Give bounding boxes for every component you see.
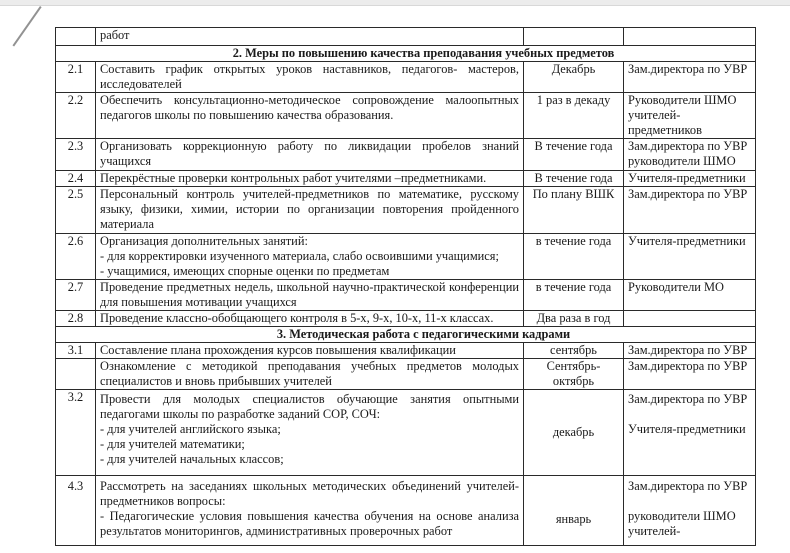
- row-number: [56, 28, 96, 46]
- table-row: [56, 359, 756, 390]
- table-row: [56, 234, 756, 280]
- responsible: учителей-: [628, 108, 681, 122]
- section-header: [56, 327, 756, 343]
- row-text: Проведение предметных недель, школьной научно-практической конференции для повышения мотивации учащихся: [96, 280, 524, 311]
- row-when: По плану ВШК: [524, 187, 624, 234]
- row-text: Ознакомление с методикой преподавания учебных предметов молодых специалистов и вновь прибывших учителей: [96, 359, 524, 390]
- responsible: Зам.директора по УВР: [628, 62, 748, 76]
- section-title: 2. Меры по повышению качества преподавания учебных предметов: [56, 46, 756, 62]
- row-when: Два раза в год: [524, 311, 624, 327]
- responsible: Зам.директора по УВР: [628, 392, 748, 406]
- row-number: 2.7: [56, 280, 96, 311]
- text-line: Рассмотреть на заседаниях школьных методических объединений учителей-предметников вопросы:: [100, 479, 519, 508]
- responsible: Зам.директора по УВР: [628, 343, 748, 357]
- text-line: - учащимися, имеющих спорные оценки по предметам: [100, 264, 390, 278]
- table-row: [56, 311, 756, 327]
- row-who: [624, 234, 756, 280]
- text-line: - для учителей английского языка;: [100, 422, 281, 436]
- row-who: [624, 62, 756, 93]
- row-when: в течение года: [524, 234, 624, 280]
- row-who: [624, 28, 756, 46]
- table-row: [56, 62, 756, 93]
- row-text: Составление плана прохождения курсов повышения квалификации: [96, 343, 524, 359]
- row-text: Обеспечить консультационно-методическое сопровождение малоопытных педагогов школы по повышению качества образования.: [96, 93, 524, 139]
- section-title: 3. Методическая работа с педагогическими кадрами: [56, 327, 756, 343]
- text-line: Провести для молодых специалистов обучающие занятия опытными педагогами школы по разработке заданий СОР, СОЧ:: [100, 392, 519, 421]
- row-who: [624, 171, 756, 187]
- row-text: [96, 390, 524, 476]
- row-when: [524, 28, 624, 46]
- responsible: Учителя-предметники: [628, 234, 746, 248]
- responsible: Зам.директора по УВР: [628, 139, 748, 153]
- row-when: Декабрь: [524, 62, 624, 93]
- spacer: [628, 407, 751, 422]
- table-row: [56, 476, 756, 546]
- row-number: 2.3: [56, 139, 96, 171]
- row-text: работ: [96, 28, 524, 46]
- plan-table: [55, 27, 756, 546]
- responsible: предметников: [628, 123, 702, 137]
- responsible: Руководители МО: [628, 280, 725, 294]
- when-line: Сентябрь-: [546, 359, 601, 373]
- row-number: 3.1: [56, 343, 96, 359]
- responsible: руководители ШМО: [628, 509, 736, 523]
- row-who: [624, 93, 756, 139]
- row-number: 2.5: [56, 187, 96, 234]
- responsible: учителей-: [628, 524, 681, 538]
- row-text: Проведение классно-обобщающего контроля в 5-х, 9-х, 10-х, 11-х классах.: [96, 311, 524, 327]
- responsible: Учителя-предметники: [628, 171, 746, 185]
- table-row: [56, 187, 756, 234]
- table-row: [56, 28, 756, 46]
- table-row: [56, 171, 756, 187]
- row-when: январь: [524, 476, 624, 546]
- row-text: Составить график открытых уроков наставников, педагогов- мастеров, исследователей: [96, 62, 524, 93]
- row-number: 2.2: [56, 93, 96, 139]
- row-who: [624, 343, 756, 359]
- table-row: [56, 280, 756, 311]
- pen-mark: [12, 6, 41, 46]
- row-number: [56, 359, 96, 390]
- row-who: [624, 280, 756, 311]
- table-row: [56, 343, 756, 359]
- row-when: В течение года: [524, 171, 624, 187]
- row-who: [624, 390, 756, 476]
- row-when: 1 раз в декаду: [524, 93, 624, 139]
- row-number: 2.4: [56, 171, 96, 187]
- when-line: октябрь: [552, 374, 595, 388]
- section-header: [56, 46, 756, 62]
- row-number: 4.3: [56, 476, 96, 546]
- row-when: В течение года: [524, 139, 624, 171]
- row-who: [624, 139, 756, 171]
- row-who: [624, 187, 756, 234]
- row-number: 2.8: [56, 311, 96, 327]
- spacer: [628, 494, 751, 509]
- row-text: Перекрёстные проверки контрольных работ учителями –предметниками.: [96, 171, 524, 187]
- text-line: Организация дополнительных занятий:: [100, 234, 308, 248]
- row-text: Персональный контроль учителей-предметников по математике, русскому языку, физики, химии, истории по организации повторения пройденного материала: [96, 187, 524, 234]
- responsible: руководители ШМО: [628, 154, 736, 168]
- row-number: 2.1: [56, 62, 96, 93]
- row-text: [96, 234, 524, 280]
- row-text: Организовать коррекционную работу по ликвидации пробелов знаний учащихся: [96, 139, 524, 171]
- row-text: [96, 476, 524, 546]
- viewer-top-border: [0, 0, 790, 6]
- table-row: [56, 139, 756, 171]
- row-who: [624, 476, 756, 546]
- responsible: Руководители ШМО: [628, 93, 737, 107]
- text-line: - для учителей математики;: [100, 437, 245, 451]
- text-line: - для корректировки изученного материала, слабо освоившими учащимися;: [100, 249, 499, 263]
- row-number: 2.6: [56, 234, 96, 280]
- responsible: Зам.директора по УВР: [628, 479, 748, 493]
- row-when: декабрь: [524, 390, 624, 476]
- table-row: [56, 93, 756, 139]
- row-who: [624, 311, 756, 327]
- row-when: в течение года: [524, 280, 624, 311]
- responsible: Зам.директора по УВР: [628, 187, 748, 201]
- table-row: [56, 390, 756, 476]
- row-when: [524, 359, 624, 390]
- text-line: - Педагогические условия повышения качества обучения на основе анализа результатов мониторингов, административных проверочных работ: [100, 509, 519, 538]
- row-who: [624, 359, 756, 390]
- row-when: сентябрь: [524, 343, 624, 359]
- responsible: Учителя-предметники: [628, 422, 746, 436]
- row-number: 3.2: [56, 390, 96, 476]
- responsible: Зам.директора по УВР: [628, 359, 748, 373]
- text-line: - для учителей начальных классов;: [100, 452, 284, 466]
